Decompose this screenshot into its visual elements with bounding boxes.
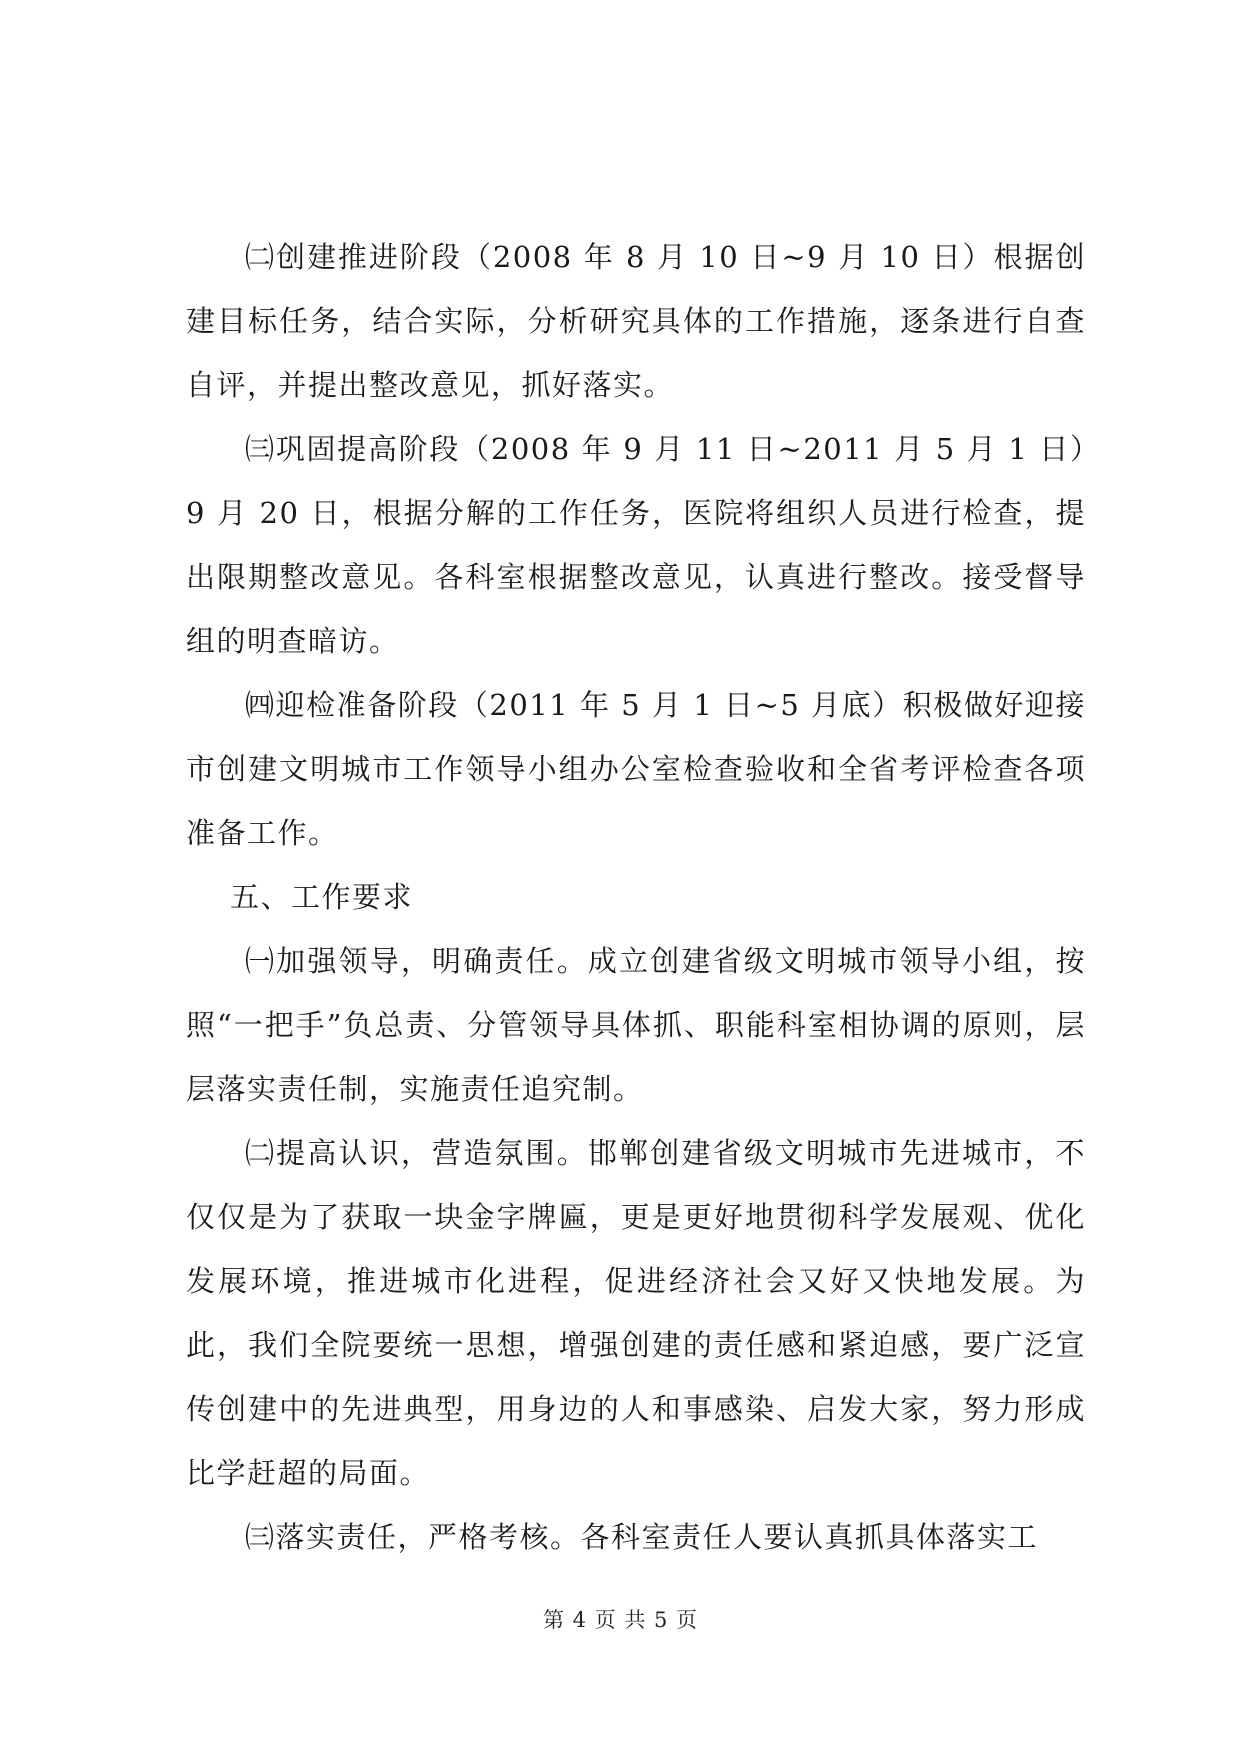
page-footer: 第 4 页 共 5 页 [542, 1608, 699, 1632]
requirement-1: ㈠加强领导，明确责任。成立创建省级文明城市领导小组，按照“一把手”负总责、分管领导具体抓、职能科室相协调的原则，层层落实责任制，实施责任追究制。 [186, 944, 1086, 1106]
paragraph-stage-4: ㈣迎检准备阶段（2011 年 5 月 1 日~5 月底）积极做好迎接市创建文明城市工作领导小组办公室检查验收和全省考评检查各项准备工作。 [186, 688, 1086, 850]
requirement-2: ㈡提高认识，营造氛围。邯郸创建省级文明城市先进城市，不仅仅是为了获取一块金字牌匾，更是更好地贯彻科学发展观、优化发展环境，推进城市化进程，促进经济社会又好又快地发展。为此，我们全院要统一思想，增强创建的责任感和紧迫感，要广泛宣传创建中的先进典型，用身边的人和事感染、启发大家，努力形成比学赶超的局面。 [186, 1136, 1086, 1490]
section-heading: 五、工作要求 [230, 880, 414, 914]
paragraph-stage-2: ㈡创建推进阶段（2008 年 8 月 10 日~9 月 10 日）根据创建目标任务，结合实际，分析研究具体的工作措施，逐条进行自查自评，并提出整改意见，抓好落实。 [186, 240, 1086, 402]
requirement-3: ㈢落实责任，严格考核。各科室责任人要认真抓具体落实工 [245, 1520, 1039, 1554]
document-body [186, 225, 1086, 1569]
paragraph-stage-3: ㈢巩固提高阶段（2008 年 9 月 11 日~2011 月 5 月 1 日）9 月 20 日，根据分解的工作任务，医院将组织人员进行检查，提出限期整改意见。各科室根据整改意见，认真进行整改。接受督导组的明查暗访。 [186, 432, 1086, 658]
